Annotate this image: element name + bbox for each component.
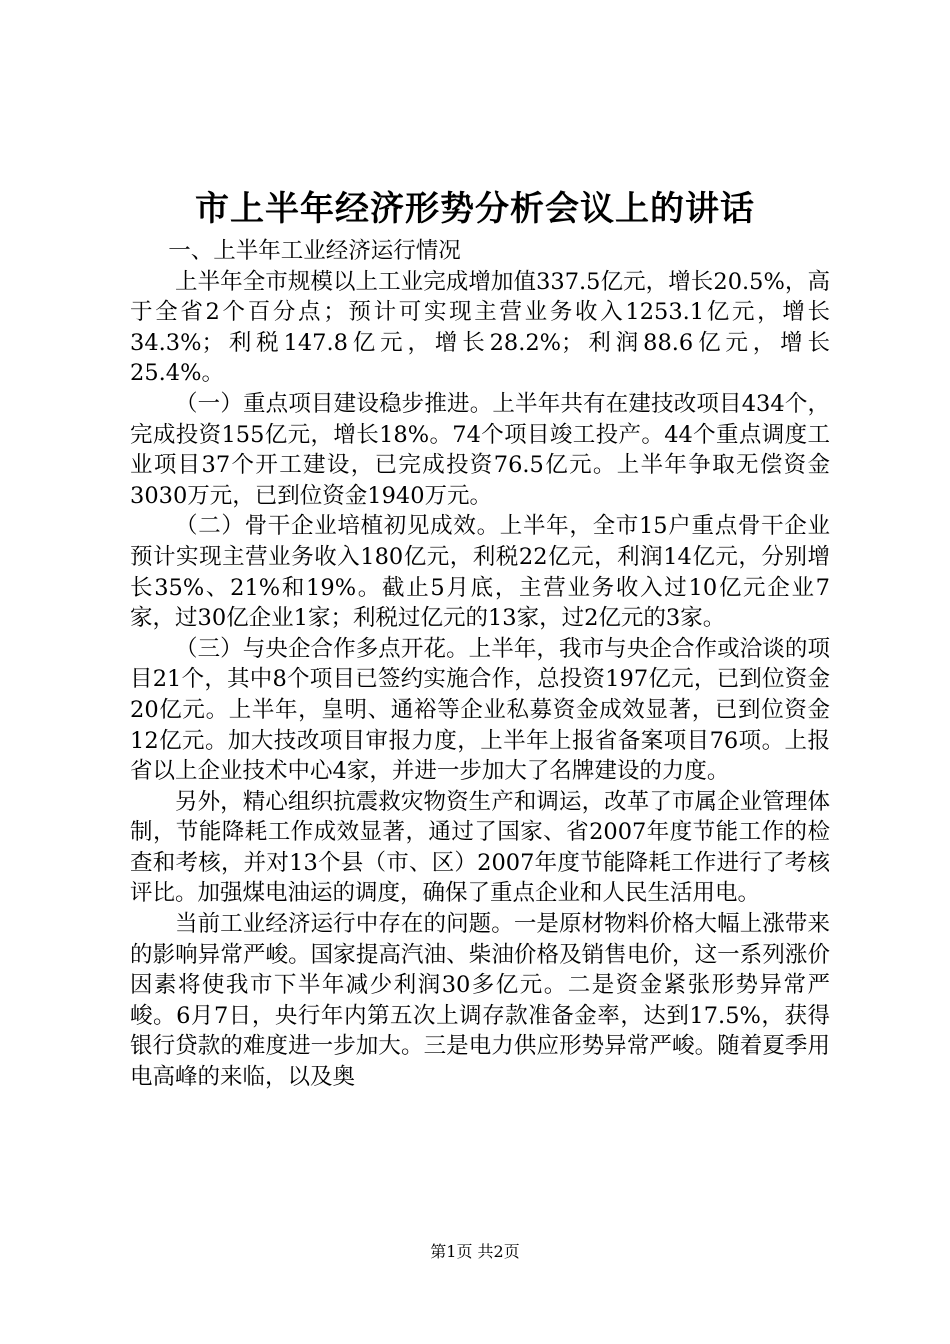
document-title: 市上半年经济形势分析会议上的讲话 (195, 189, 755, 229)
section-heading: 一、上半年工业经济运行情况 (168, 238, 461, 264)
paragraph-problems: 当前工业经济运行中存在的问题。一是原材物料价格大幅上涨带来的影响异常严峻。国家提高汽油、柴油价格及销售电价，这一系列涨价因素将使我市下半年减少利润30多亿元。二是资金紧张形势异常严峻。6月7日，央行年内第五次上调存款准备金率，达到17.5%，获得银行贷款的难度进一步加大。三是电力供应形势异常严峻。随着夏季用电高峰的来临，以及奥 (130, 911, 830, 1091)
paragraph-key-projects: （一）重点项目建设稳步推进。上半年共有在建技改项目434个，完成投资155亿元，增长18%。74个项目竣工投产。44个重点调度工业项目37个开工建设，已完成投资76.5亿元。上半年争取无偿资金3030万元，已到位资金1940万元。 (130, 390, 830, 509)
document-body (130, 236, 830, 1093)
paragraph-backbone-enterprises: （二）骨干企业培植初见成效。上半年，全市15户重点骨干企业预计实现主营业务收入180亿元，利税22亿元，利润14亿元，分别增长35%、21%和19%。截止5月底，主营业务收入过10亿元企业7家，过30亿企业1家；利税过亿元的13家，过2亿元的3家。 (130, 513, 830, 632)
paragraph-other-work: 另外，精心组织抗震救灾物资生产和调运，改革了市属企业管理体制，节能降耗工作成效显著，通过了国家、省2007年度节能工作的检查和考核，并对13个县（市、区）2007年度节能降耗工作进行了考核评比。加强煤电油运的调度，确保了重点企业和人民生活用电。 (130, 788, 830, 907)
page-number-footer: 第1页 共2页 (430, 1242, 520, 1261)
paragraph-central-enterprise-cooperation: （三）与央企合作多点开花。上半年，我市与央企合作或洽谈的项目21个，其中8个项目已签约实施合作，总投资197亿元，已到位资金20亿元。上半年，皇明、通裕等企业私募资金成效显著，已到位资金12亿元。加大技改项目审报力度，上半年上报省备案项目76项。上报省以上企业技术中心4家，并进一步加大了名牌建设的力度。 (130, 635, 830, 785)
paragraph-summary: 上半年全市规模以上工业完成增加值337.5亿元，增长20.5%，高于全省2个百分点；预计可实现主营业务收入1253.1亿元，增长34.3%；利税147.8亿元，增长28.2%；利润88.6亿元，增长25.4%。 (130, 268, 830, 387)
